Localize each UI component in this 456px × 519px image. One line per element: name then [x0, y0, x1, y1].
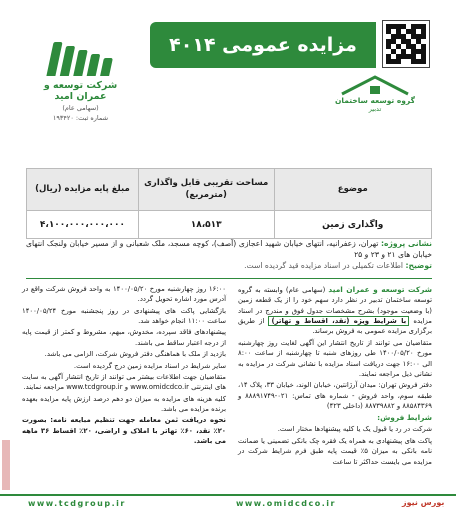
address-label: نشانی پروژه:: [381, 239, 433, 248]
condition-item: شرکت در رد یا قبول یک یا کلیه پیشنهادها مختار است.: [277, 425, 432, 434]
footer-url-tcdgroup[interactable]: www.tcdgroup.ir: [28, 499, 126, 508]
qr-code: [382, 20, 430, 68]
intro-end: از طریق برگزاری مزایده عمومی به فروش برساند.: [238, 317, 432, 336]
paragraph-sales-office: دفتر فروش تهران: میدان آرژانتین، خیابان الوند، خیابان ۳۳، پلاک ۱۴، طبقه سوم، واحد فروش - شماره های تماس: ۰۲۱-۸۸۸۹۱۷۴۹ و ۸۸۵۸۴۳۶۹ و ۸۸۷۳۹۸۸۲ (داخلی ۴۲۳): [238, 381, 432, 410]
address-text: تهران، زعفرانیه، انتهای خیابان شهید اعجازی (آصف)، کوچه مسجد، ملک شعبانی و از مسیر خیابان ولنجک انتهای خیابان های ۲۱ و ۲۳ و ۲۵: [26, 239, 432, 259]
cell-price: ۴،۱۰۰،۰۰۰،۰۰۰،۰۰۰: [27, 211, 139, 239]
condition-item: بازگشایی پاکت های پیشنهادی در روز پنجشنبه مورخ ۱۴۰۰/۰۵/۲۴ ساعت ۱۱:۰۰ انجام خواهد شد.: [22, 306, 226, 326]
auction-table: [26, 168, 432, 239]
project-address: [26, 238, 432, 271]
omid-logo-sub: (سهامی عام): [62, 104, 99, 112]
header-subject: موضوع: [274, 169, 431, 211]
title-banner: [150, 22, 376, 68]
header-price: مبلغ پایه مزایده (ریال): [27, 169, 139, 211]
condition-item: پاکت های پیشنهادی به همراه یک فقره چک بانکی تضمینی یا ضمانت نامه بانکی به میزان ۵٪ قیمت پایه طبق فرم شرایط شرکت در مزایده می بایست حداکثر تا ساعت: [238, 436, 432, 466]
condition-item: کلیه هزینه های مزایده به میزان دو دهم درصد ارزش پایه مزایده بعهده برنده مزایده می باشد.: [22, 394, 226, 413]
watermark: بورس نیوز: [402, 498, 445, 507]
tadbir-logo-sub: تدبیر: [368, 105, 382, 113]
payment-terms: نحوه دریافت ثمن معامله جهت تنظیم مبایعه نامه: بصورت ۲۰٪ نقد، ۶۰٪ تهاتر با املاک و اراضی، ۲۰٪ اقساط ۳۶ ماهه می باشد.: [22, 416, 227, 446]
note-label: توضیح:: [405, 261, 432, 270]
condition-item: سایر شرایط در اسناد مزایده زمین درج گردیده است.: [73, 361, 226, 370]
table-header-row: [27, 169, 432, 211]
table-row: [27, 211, 432, 239]
cell-subject: واگذاری زمین: [274, 211, 431, 239]
omid-logo-name: شرکت توسعه و عمران امید: [43, 80, 118, 102]
tadbir-logo: [300, 74, 450, 124]
footer-divider: [0, 494, 456, 496]
omid-logo: [28, 40, 133, 120]
footer-url-omidcdco[interactable]: www.omidcdco.ir: [236, 499, 336, 508]
divider: [26, 278, 432, 279]
page-title: مزایده عمومی ۴۰۱۴: [169, 34, 357, 56]
bars-logo-icon: [28, 40, 133, 76]
edge-mark: [2, 440, 10, 490]
condition-item: پیشنهادهای فاقد سپرده، مخدوش، مبهم، مشروط و کمتر از قیمت پایه از درجه اعتبار ساقط می باشند.: [22, 328, 226, 347]
condition-item: متقاضیان جهت اطلاعات بیشتر می توانند از تاریخ انتشار آگهی به سایت های اینترنتی www.omidcdco.ir و www.tcdgroup.ir مراجعه نمایند.: [22, 372, 226, 392]
intro-text: (سهامی عام) وابسته به گروه توسعه ساختمان تدبیر در نظر دارد سهم خود را از یک قطعه زمین (با وضعیت موجود) بشرح مشخصات جدول فوق و مندرج در اسناد مزایده: [238, 286, 432, 326]
intro-special-terms: با شرایط ویژه (نقد، اقساط و تهاتر): [268, 316, 409, 326]
header-area: مساحت تقریبی قابل واگذاری (مترمربع): [138, 169, 274, 211]
tadbir-logo-name: گروه توسعه ساختمان: [335, 96, 415, 105]
cell-area: ۱۸،۵۱۳: [138, 211, 274, 239]
column-right: [238, 284, 432, 468]
condition-item: بازدید از ملک با هماهنگی دفتر فروش شرکت، الزامی می باشد.: [44, 350, 226, 359]
note-text: اطلاعات تکمیلی در اسناد مزایده قید گردیده است.: [244, 261, 404, 270]
intro-company: شرکت توسعه و عمران امید: [328, 285, 432, 294]
paragraph-documents: متقاضیان می توانند از تاریخ انتشار این آگهی لغایت روز چهارشنبه مورخ ۱۴۰۰/۰۵/۲۰ طی روزهای شنبه تا چهارشنبه از ساعت ۸:۰۰ الی ۱۶:۰۰ جهت دریافت اسناد مزایده با نشانی شرکت در مزایده به نشانی ذیل مراجعه نمایند.: [238, 338, 433, 378]
ad-header: [0, 0, 456, 140]
omid-registration: شماره ثبت: ۱۹۳۴۲۰: [52, 114, 109, 122]
column-left: [22, 284, 226, 447]
sale-conditions-heading: شرایط فروش:: [377, 413, 432, 423]
condition-item: ۱۶:۰۰ روز چهارشنبه مورخ ۱۴۰۰/۰۵/۲۰ به واحد فروش شرکت واقع در آدرس مورد اشاره تحویل گردد.: [22, 285, 226, 304]
building-roof-icon: [340, 74, 410, 96]
